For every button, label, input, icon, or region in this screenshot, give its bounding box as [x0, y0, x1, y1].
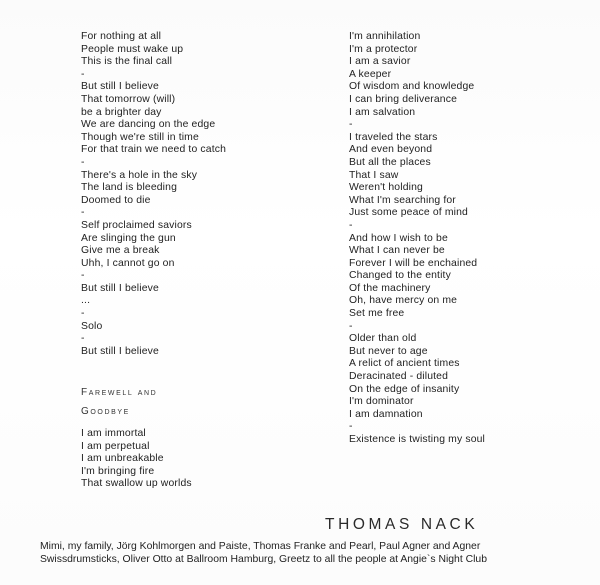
- lyric-line: -: [81, 207, 85, 219]
- lyric-line: But never to age: [349, 345, 428, 357]
- lyric-line: Set me free: [349, 308, 405, 320]
- lyric-line: I'm a protector: [349, 43, 418, 55]
- song-title: [81, 383, 157, 421]
- lyric-line: I am perpetual: [81, 440, 150, 452]
- lyric-line: That swallow up worlds: [81, 478, 192, 490]
- lyric-line: ...: [81, 295, 91, 307]
- lyric-line: That tomorrow (will): [81, 93, 176, 105]
- lyric-line: I traveled the stars: [349, 131, 438, 143]
- lyric-line: That I saw: [349, 169, 399, 181]
- farewell-lyrics-column: [81, 428, 192, 491]
- lyric-line: I am a savior: [349, 56, 411, 68]
- lyric-line: Give me a break: [81, 245, 160, 257]
- lyric-line: I'm bringing fire: [81, 465, 155, 477]
- lyric-line: Uhh, I cannot go on: [81, 257, 175, 269]
- lyric-line: be a brighter day: [81, 106, 162, 118]
- lyric-line: I am damnation: [349, 408, 423, 420]
- lyric-line: Of the machinery: [349, 282, 431, 294]
- lyric-line: Existence is twisting my soul: [349, 434, 486, 445]
- lyric-line: But still I believe: [81, 282, 159, 294]
- lyric-line: -: [349, 219, 353, 231]
- credits-line-2: Swissdrumsticks, Oliver Otto at Ballroom Hamburg, Greetz to all the people at Angie`s Night Club: [40, 553, 487, 565]
- lyric-line: A relict of ancient times: [349, 358, 460, 370]
- lyric-line: I am salvation: [349, 106, 416, 118]
- lyric-line: -: [349, 119, 353, 131]
- lyric-line: What I'm searching for: [349, 194, 456, 206]
- lyric-line: But all the places: [349, 156, 431, 168]
- lyric-line: And how I wish to be: [349, 232, 448, 244]
- lyric-line: This is the final call: [81, 56, 173, 68]
- lyric-line: People must wake up: [81, 43, 184, 55]
- lyric-line: I can bring deliverance: [349, 93, 457, 105]
- lyric-line: Are slinging the gun: [81, 232, 176, 244]
- lyric-line: -: [81, 156, 85, 168]
- lyric-line: But still I believe: [81, 345, 159, 357]
- lyric-line: And even beyond: [349, 144, 433, 156]
- lyric-line: But still I believe: [81, 81, 159, 93]
- lyric-line: I'm annihilation: [349, 31, 421, 42]
- lyric-line: Doomed to die: [81, 194, 151, 206]
- lyric-line: -: [349, 320, 353, 332]
- lyric-line: -: [81, 333, 85, 345]
- lyric-line: -: [349, 421, 353, 433]
- lyric-line: Just some peace of mind: [349, 207, 468, 219]
- credits-heading: THOMAS NACK: [325, 516, 479, 533]
- lyric-line: Though we're still in time: [81, 131, 199, 143]
- right-lyrics-column: [349, 31, 589, 447]
- song-title-line-2: Goodbye: [81, 406, 130, 417]
- lyric-line: Forever I will be enchained: [349, 257, 478, 269]
- lyric-line: I am unbreakable: [81, 453, 164, 465]
- credits-text: [40, 541, 595, 566]
- lyric-line: Oh, have mercy on me: [349, 295, 458, 307]
- lyric-line: What I can never be: [349, 245, 445, 257]
- lyric-line: Solo: [81, 320, 103, 332]
- lyric-line: We are dancing on the edge: [81, 119, 216, 131]
- credits-line-1: Mimi, my family, Jörg Kohlmorgen and Paiste, Thomas Franke and Pearl, Paul Agner and Agner: [40, 541, 481, 552]
- lyric-line: Deracinated - diluted: [349, 371, 449, 383]
- lyric-line: On the edge of insanity: [349, 383, 460, 395]
- lyric-line: I'm dominator: [349, 396, 414, 408]
- lyric-line: For nothing at all: [81, 31, 162, 42]
- lyric-line: Self proclaimed saviors: [81, 219, 192, 231]
- lyric-line: The land is bleeding: [81, 182, 178, 194]
- lyric-line: Weren't holding: [349, 182, 423, 194]
- lyric-line: There's a hole in the sky: [81, 169, 198, 181]
- lyric-line: Changed to the entity: [349, 270, 451, 282]
- lyric-line: Older than old: [349, 333, 417, 345]
- lyric-line: For that train we need to catch: [81, 144, 226, 156]
- lyric-line: Of wisdom and knowledge: [349, 81, 475, 93]
- left-lyrics-column: [81, 31, 321, 358]
- lyric-line: -: [81, 270, 85, 282]
- lyric-line: A keeper: [349, 68, 392, 80]
- song-title-line-1: Farewell and: [81, 387, 158, 398]
- lyric-line: -: [81, 68, 85, 80]
- lyric-line: I am immortal: [81, 428, 146, 439]
- lyric-line: -: [81, 308, 85, 320]
